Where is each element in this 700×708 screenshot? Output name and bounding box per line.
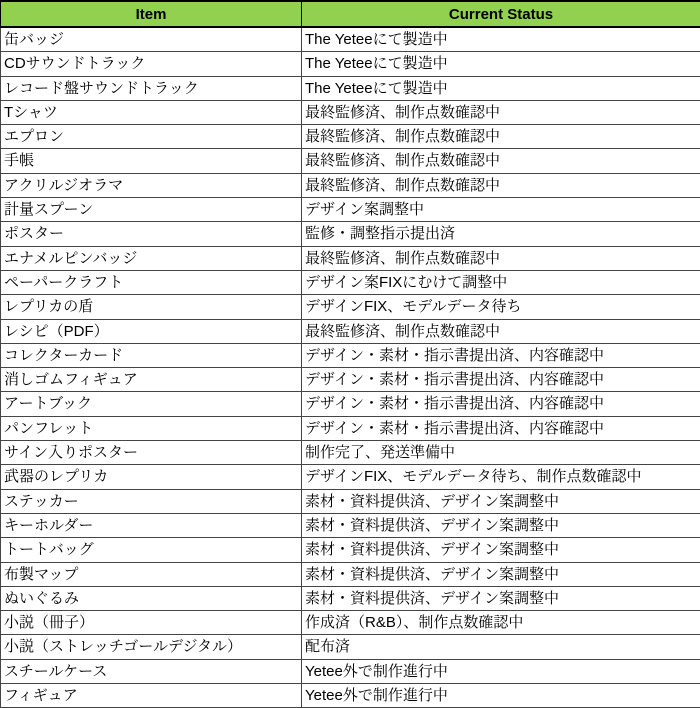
table-row — [1, 392, 700, 416]
status-cell: 最終監修済、制作点数確認中 — [302, 246, 700, 270]
header-row — [1, 1, 700, 27]
item-cell: Tシャツ — [1, 100, 302, 124]
item-cell: サイン入りポスター — [1, 441, 302, 465]
table-row — [1, 100, 700, 124]
item-cell: エナメルピンバッジ — [1, 246, 302, 270]
table-row — [1, 76, 700, 100]
item-cell: アクリルジオラマ — [1, 173, 302, 197]
table-row — [1, 222, 700, 246]
status-cell: 最終監修済、制作点数確認中 — [302, 100, 700, 124]
status-cell: The Yeteeにて製造中 — [302, 52, 700, 76]
table-row — [1, 611, 700, 635]
item-cell: 計量スプーン — [1, 198, 302, 222]
status-cell: The Yeteeにて製造中 — [302, 27, 700, 52]
status-cell: 監修・調整指示提出済 — [302, 222, 700, 246]
table-row — [1, 368, 700, 392]
column-header-status: Current Status — [302, 1, 700, 27]
table-row — [1, 635, 700, 659]
status-cell: 素材・資料提供済、デザイン案調整中 — [302, 586, 700, 610]
item-cell: ステッカー — [1, 489, 302, 513]
item-cell: レコード盤サウンドトラック — [1, 76, 302, 100]
item-cell: CDサウンドトラック — [1, 52, 302, 76]
status-cell: 最終監修済、制作点数確認中 — [302, 319, 700, 343]
status-cell: デザインFIX、モデルデータ待ち、制作点数確認中 — [302, 465, 700, 489]
item-cell: ぬいぐるみ — [1, 586, 302, 610]
status-cell: デザイン・素材・指示書提出済、内容確認中 — [302, 416, 700, 440]
table-row — [1, 538, 700, 562]
item-cell: 消しゴムフィギュア — [1, 368, 302, 392]
item-cell: レシピ（PDF） — [1, 319, 302, 343]
item-cell: フィギュア — [1, 684, 302, 708]
table-row — [1, 562, 700, 586]
column-header-item: Item — [1, 1, 302, 27]
item-cell: スチールケース — [1, 659, 302, 683]
status-cell: 最終監修済、制作点数確認中 — [302, 173, 700, 197]
status-cell: 最終監修済、制作点数確認中 — [302, 125, 700, 149]
status-cell: 作成済（R&B）、制作点数確認中 — [302, 611, 700, 635]
table-row — [1, 489, 700, 513]
status-cell: デザイン案FIXにむけて調整中 — [302, 270, 700, 294]
table-row — [1, 27, 700, 52]
table-row — [1, 659, 700, 683]
status-cell: デザイン案調整中 — [302, 198, 700, 222]
item-cell: トートバッグ — [1, 538, 302, 562]
status-cell: 素材・資料提供済、デザイン案調整中 — [302, 562, 700, 586]
item-cell: 手帳 — [1, 149, 302, 173]
table-body — [1, 27, 700, 708]
table-row — [1, 52, 700, 76]
item-cell: 小説（冊子） — [1, 611, 302, 635]
status-cell: 素材・資料提供済、デザイン案調整中 — [302, 513, 700, 537]
status-cell: 素材・資料提供済、デザイン案調整中 — [302, 489, 700, 513]
item-cell: アートブック — [1, 392, 302, 416]
table-row — [1, 149, 700, 173]
table-row — [1, 343, 700, 367]
item-cell: ポスター — [1, 222, 302, 246]
item-cell: 缶バッジ — [1, 27, 302, 52]
item-cell: コレクターカード — [1, 343, 302, 367]
status-cell: デザイン・素材・指示書提出済、内容確認中 — [302, 392, 700, 416]
status-cell: デザイン・素材・指示書提出済、内容確認中 — [302, 343, 700, 367]
table-row — [1, 441, 700, 465]
table-row — [1, 586, 700, 610]
table-row — [1, 270, 700, 294]
item-cell: ペーパークラフト — [1, 270, 302, 294]
item-cell: 武器のレプリカ — [1, 465, 302, 489]
status-cell: デザインFIX、モデルデータ待ち — [302, 295, 700, 319]
table-row — [1, 684, 700, 708]
table-row — [1, 416, 700, 440]
table-row — [1, 125, 700, 149]
table-row — [1, 465, 700, 489]
table-row — [1, 246, 700, 270]
status-cell: 素材・資料提供済、デザイン案調整中 — [302, 538, 700, 562]
item-cell: パンフレット — [1, 416, 302, 440]
status-cell: 制作完了、発送準備中 — [302, 441, 700, 465]
table-row — [1, 173, 700, 197]
status-cell: 配布済 — [302, 635, 700, 659]
item-cell: エプロン — [1, 125, 302, 149]
item-cell: 小説（ストレッチゴールデジタル） — [1, 635, 302, 659]
table-row — [1, 295, 700, 319]
status-cell: The Yeteeにて製造中 — [302, 76, 700, 100]
table-row — [1, 513, 700, 537]
table-row — [1, 319, 700, 343]
table-row — [1, 198, 700, 222]
status-cell: 最終監修済、制作点数確認中 — [302, 149, 700, 173]
status-cell: Yetee外で制作進行中 — [302, 684, 700, 708]
status-cell: Yetee外で制作進行中 — [302, 659, 700, 683]
item-cell: レプリカの盾 — [1, 295, 302, 319]
item-cell: キーホルダー — [1, 513, 302, 537]
status-cell: デザイン・素材・指示書提出済、内容確認中 — [302, 368, 700, 392]
item-cell: 布製マップ — [1, 562, 302, 586]
